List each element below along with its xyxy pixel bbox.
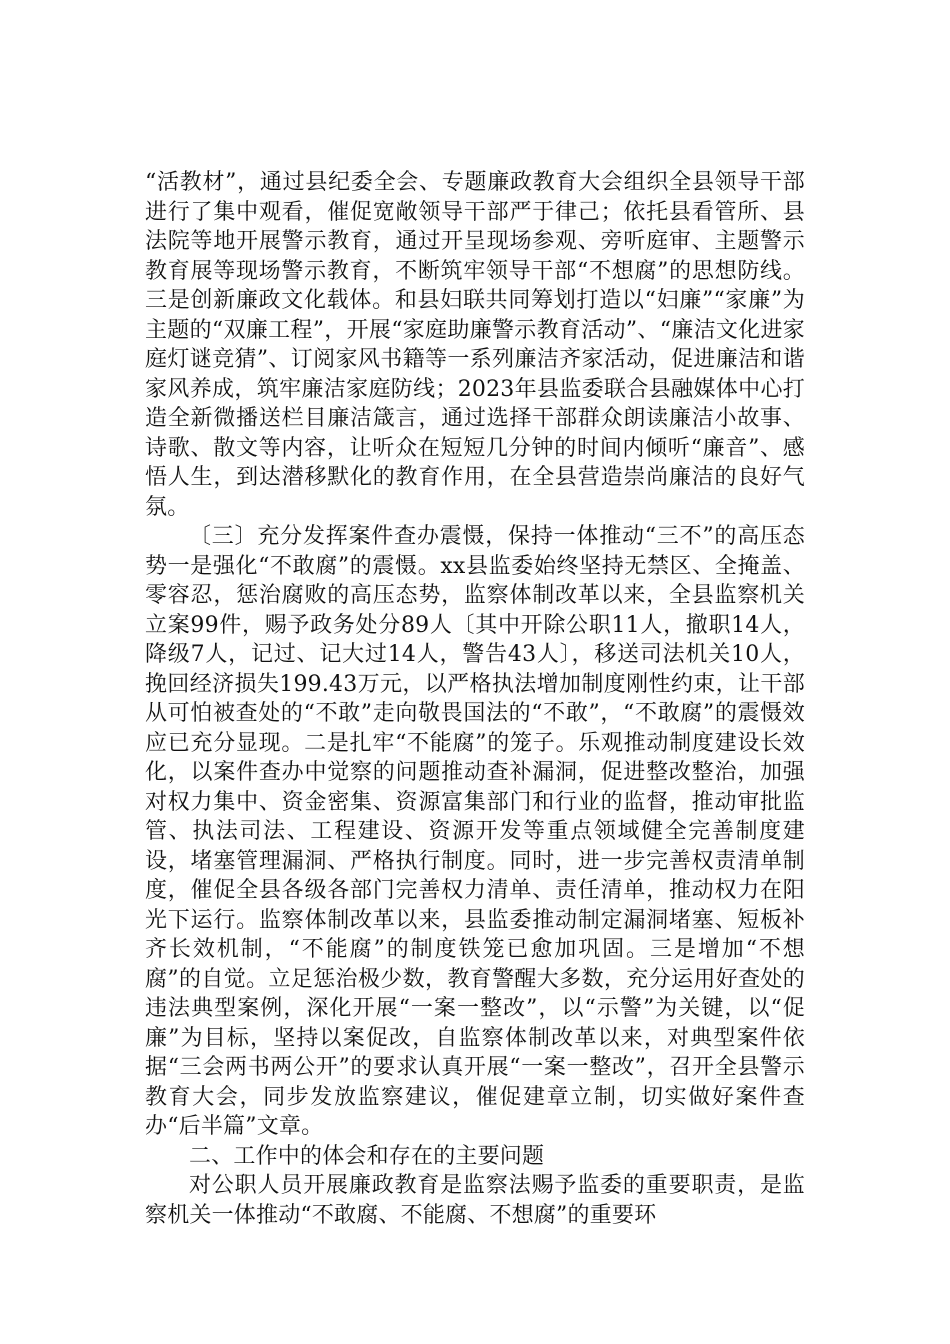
paragraph-continuation: “活教材”，通过县纪委全会、专题廉政教育大会组织全县领导干部进行了集中观看，催促宽敞领导干部严于律己；依托县看管所、县法院等地开展警示教育，通过开呈现场参观、旁听庭审、主题警示教育展等现场警示教育，不断筑牢领导干部“不想腐”的思想防线。三是创新廉政文化载体。和县妇联共同筹划打造以“妇廉”“家廉”为主题的“双廉工程”，开展“家庭助廉警示教育活动”、“廉洁文化进家庭灯谜竞猜”、订阅家风书籍等一系列廉洁齐家活动，促进廉洁和谐家风养成，筑牢廉洁家庭防线；2023年县监委联合县融媒体中心打造全新微播送栏目廉洁箴言，通过选择干部群众朗读廉洁小故事、诗歌、散文等内容，让听众在短短几分钟的时间内倾听“廉音”、感悟人生，到达潜移默化的教育作用，在全县营造崇尚廉洁的良好气氛。 [145, 170, 805, 520]
paragraph-section-two-intro: 对公职人员开展廉政教育是监察法赐予监委的重要职责，是监察机关一体推动“不敢腐、不能腐、不想腐”的重要环 [145, 1173, 805, 1228]
paragraph-section-three: 〔三〕充分发挥案件查办震慑，保持一体推动“三不”的高压态势一是强化“不敢腐”的震慑。xx县监委始终坚持无禁区、全掩盖、零容忍，惩治腐败的高压态势，监察体制改革以来，全县监察机关立案99件，赐予政务处分89人〔其中开除公职11人，撤职14人，降级7人，记过、记大过14人，警告43人〕，移送司法机关10人，挽回经济损失199.43万元，以严格执法增加制度刚性约束，让干部从可怕被查处的“不敢”走向敬畏国法的“不敢”，“不敢腐”的震慑效应已充分显现。二是扎牢“不能腐”的笼子。乐观推动制度建设长效化，以案件查办中觉察的问题推动查补漏洞，促进整改整治，加强对权力集中、资金密集、资源富集部门和行业的监督，推动审批监管、执法司法、工程建设、资源开发等重点领域健全完善制度建设，堵塞管理漏洞、严格执行制度。同时，进一步完善权责清单制度，催促全县各级各部门完善权力清单、责任清单，推动权力在阳光下运行。监察体制改革以来，县监委推动制定漏洞堵塞、短板补齐长效机制，“不能腐”的制度铁笼已愈加巩固。三是增加“不想腐”的自觉。立足惩治极少数，教育警醒大多数，充分运用好查处的违法典型案例，深化开展“一案一整改”，以“示警”为关键，以“促廉”为目标，坚持以案促改，自监察体制改革以来，对典型案件依据“三会两书两公开”的要求认真开展“一案一整改”，召开全县警示教育大会，同步发放监察建议，催促建章立制，切实做好案件查办“后半篇”文章。 [145, 524, 805, 1139]
section-heading-two: 二、工作中的体会和存在的主要问题 [189, 1143, 545, 1169]
document-body [145, 168, 805, 1230]
